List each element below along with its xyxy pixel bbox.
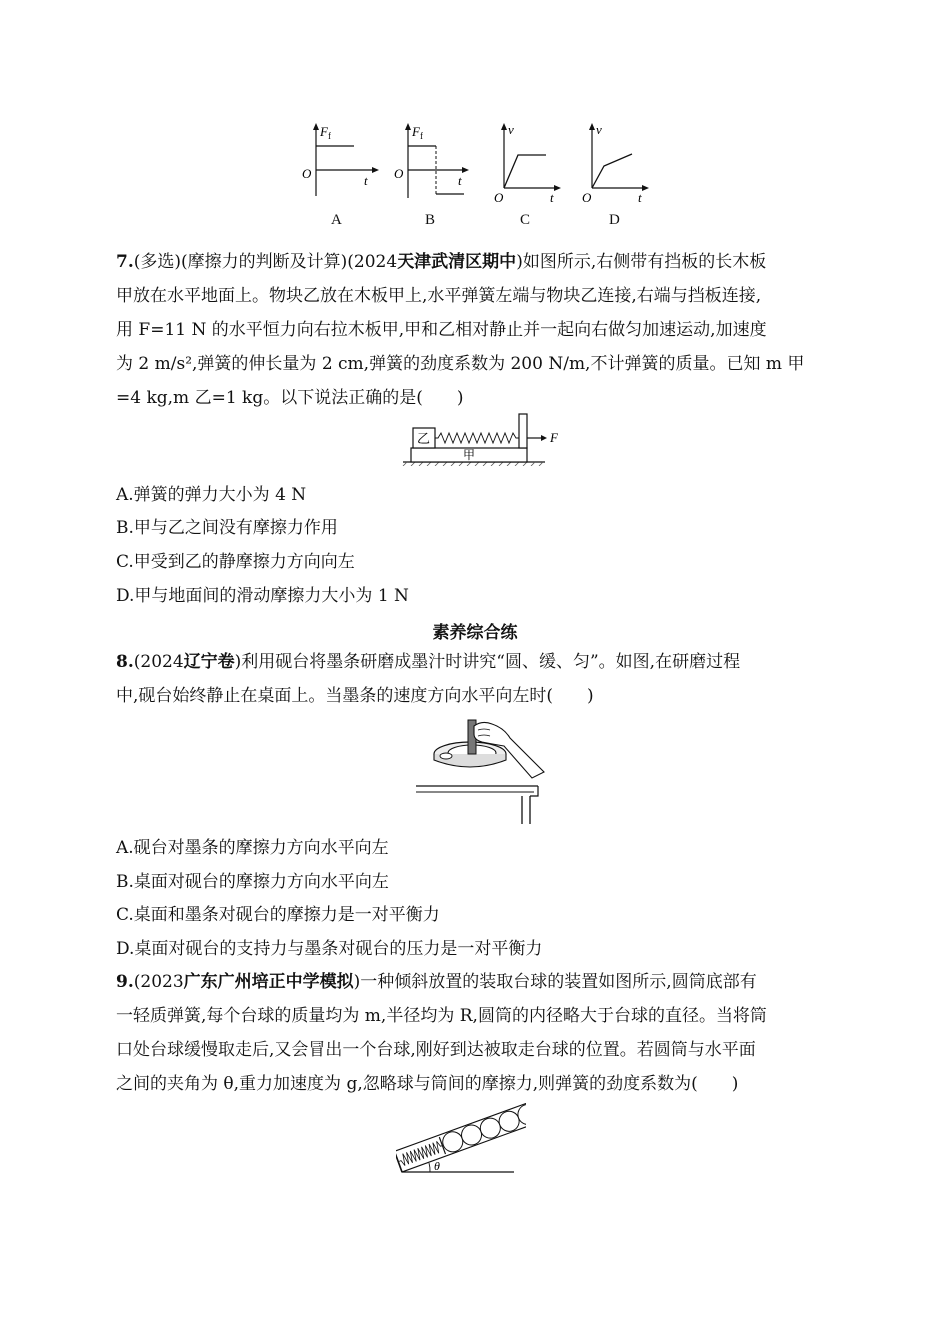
q7-line-5: =4 kg,m 乙=1 kg。以下说法正确的是( ) — [116, 388, 464, 408]
graph-label-d: D — [609, 212, 620, 228]
graph-a-y-sub: f — [328, 131, 331, 141]
q7-line-4: 为 2 m/s²,弹簧的伸长量为 2 cm,弹簧的劲度系数为 200 N/m,不计弹簧的质量。已知 m 甲 — [116, 354, 805, 374]
q8-year: (2024 — [133, 652, 184, 672]
q9-source: 广东广州培正中学模拟 — [183, 972, 354, 992]
graph-d-y-label: v — [596, 122, 602, 137]
graph-a — [302, 123, 379, 196]
q8-option-a: A.砚台对墨条的摩擦力方向水平向左 — [116, 838, 389, 858]
q7-force-label: F — [550, 430, 558, 445]
q8-option-c: C.桌面和墨条对砚台的摩擦力是一对平衡力 — [116, 905, 440, 925]
graph-d-origin: O — [582, 190, 592, 205]
q8-line-2: 中,砚台始终静止在桌面上。当墨条的速度方向水平向左时( ) — [116, 686, 594, 706]
graph-a-origin: O — [302, 166, 312, 181]
graph-d — [582, 122, 649, 205]
q7-option-c: C.甲受到乙的静摩擦力方向向左 — [116, 552, 355, 572]
graph-label-a: A — [331, 212, 342, 228]
q8-number: 8. — [116, 652, 134, 672]
q7-line-1 — [116, 250, 766, 274]
q9-angle-label: θ — [434, 1159, 440, 1173]
q9-line-4: 之间的夹角为 θ,重力加速度为 g,忽略球与筒间的摩擦力,则弹簧的劲度系数为( ) — [116, 1074, 739, 1094]
q7-source: 天津武清区期中 — [397, 252, 517, 272]
graph-c-x-label: t — [550, 190, 554, 205]
q8-line-1 — [116, 650, 740, 674]
graph-b-origin: O — [394, 166, 404, 181]
q8-option-b: B.桌面对砚台的摩擦力方向水平向左 — [116, 872, 389, 892]
graph-label-c: C — [520, 212, 531, 228]
graph-a-x-label: t — [364, 173, 368, 188]
graph-b-x-label: t — [458, 173, 462, 188]
q9-line-1-rest: )一种倾斜放置的装取台球的装置如图所示,圆筒底部有 — [353, 972, 757, 992]
q7-option-d: D.甲与地面间的滑动摩擦力大小为 1 N — [116, 586, 409, 606]
graph-c-y-label: v — [508, 122, 514, 137]
q7-line-3: 用 F=11 N 的水平恒力向右拉木板甲,甲和乙相对静止并一起向右做匀加速运动,加速度 — [116, 320, 767, 340]
q7-board-label: 甲 — [463, 448, 476, 462]
q7-tag: (多选)(摩擦力的判断及计算)(2024 — [133, 252, 398, 272]
graph-b — [394, 123, 469, 198]
graph-b-y-sub: f — [420, 131, 423, 141]
q9-year: (2023 — [133, 972, 184, 992]
graph-b-y-label: F — [412, 124, 420, 139]
q7-option-b: B.甲与乙之间没有摩擦力作用 — [116, 518, 338, 538]
section-title: 素养综合练 — [432, 623, 518, 643]
q8-option-d: D.桌面对砚台的支持力与墨条对砚台的压力是一对平衡力 — [116, 939, 543, 959]
graph-c — [494, 122, 561, 205]
q7-line-1-rest: )如图所示,右侧带有挡板的长木板 — [516, 252, 767, 272]
q7-number: 7. — [116, 252, 134, 272]
q9-line-3: 口处台球缓慢取走后,又会冒出一个台球,刚好到达被取走台球的位置。若圆筒与水平面 — [116, 1040, 756, 1060]
q8-source: 辽宁卷 — [183, 652, 235, 672]
q7-block-label: 乙 — [417, 431, 431, 446]
q7-figure — [395, 410, 565, 466]
graph-c-origin: O — [494, 190, 504, 205]
q9-number: 9. — [116, 972, 134, 992]
q9-line-1 — [116, 970, 757, 994]
q9-line-2: 一轻质弹簧,每个台球的质量均为 m,半径均为 R,圆筒的内径略大于台球的直径。当将筒 — [116, 1006, 767, 1026]
q7-option-a: A.弹簧的弹力大小为 4 N — [116, 485, 307, 505]
graph-options-figure — [290, 118, 660, 230]
graph-a-y-label: F — [320, 124, 328, 139]
q7-line-2: 甲放在水平地面上。物块乙放在木板甲上,水平弹簧左端与物块乙连接,右端与挡板连接, — [116, 286, 762, 306]
graph-label-b: B — [425, 212, 436, 228]
q8-figure — [412, 712, 548, 826]
q8-line-1-rest: )利用砚台将墨条研磨成墨汁时讲究“圆、缓、匀”。如图,在研磨过程 — [234, 652, 741, 672]
q9-figure — [396, 1100, 526, 1176]
graph-d-x-label: t — [638, 190, 642, 205]
